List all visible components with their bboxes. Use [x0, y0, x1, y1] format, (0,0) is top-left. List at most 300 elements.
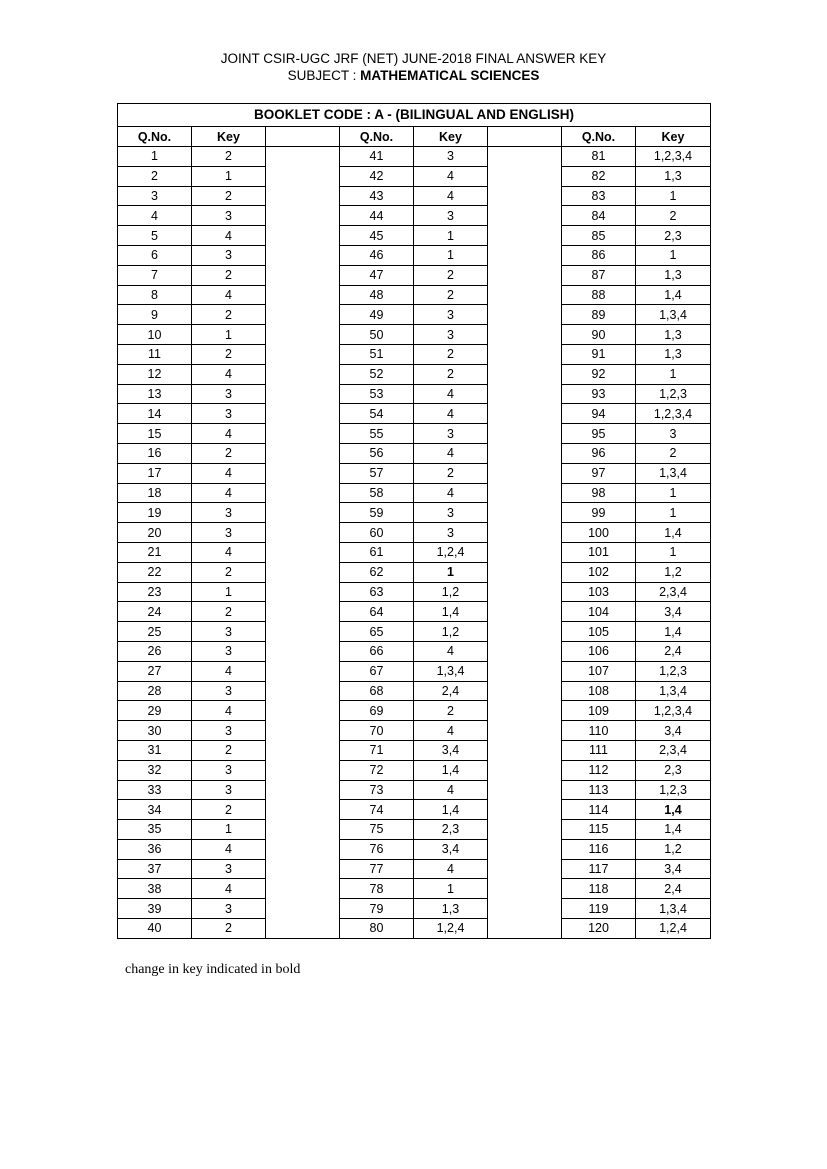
answer-key: 2 — [414, 364, 488, 384]
answer-key: 1,2,4 — [636, 919, 711, 939]
column-gap — [488, 206, 562, 226]
column-gap — [266, 424, 340, 444]
table-row — [118, 344, 711, 364]
column-gap — [266, 740, 340, 760]
answer-key: 3 — [192, 681, 266, 701]
answer-key: 2,3,4 — [636, 582, 711, 602]
answer-key: 2 — [192, 740, 266, 760]
answer-key: 4 — [414, 186, 488, 206]
question-number: 89 — [562, 305, 636, 325]
question-number: 101 — [562, 542, 636, 562]
question-number: 35 — [118, 820, 192, 840]
column-gap — [266, 344, 340, 364]
question-number: 74 — [340, 800, 414, 820]
question-number: 79 — [340, 899, 414, 919]
col-header-qno: Q.No. — [340, 127, 414, 147]
answer-key: 3 — [414, 424, 488, 444]
table-row — [118, 523, 711, 543]
table-row — [118, 661, 711, 681]
column-gap — [488, 681, 562, 701]
column-gap — [266, 760, 340, 780]
answer-key: 4 — [192, 226, 266, 246]
column-gap — [488, 463, 562, 483]
column-gap — [488, 127, 562, 147]
question-number: 107 — [562, 661, 636, 681]
question-number: 61 — [340, 542, 414, 562]
question-number: 47 — [340, 265, 414, 285]
answer-key: 4 — [192, 542, 266, 562]
booklet-code-title: BOOKLET CODE : A - (BILINGUAL AND ENGLISH) — [118, 104, 711, 127]
answer-key: 4 — [192, 463, 266, 483]
question-number: 33 — [118, 780, 192, 800]
column-gap — [488, 305, 562, 325]
table-row — [118, 760, 711, 780]
question-number: 16 — [118, 443, 192, 463]
answer-key: 4 — [192, 364, 266, 384]
answer-key: 2 — [192, 344, 266, 364]
question-number: 76 — [340, 839, 414, 859]
column-gap — [266, 721, 340, 741]
column-gap — [266, 443, 340, 463]
answer-key: 1,3,4 — [414, 661, 488, 681]
question-number: 95 — [562, 424, 636, 444]
question-number: 17 — [118, 463, 192, 483]
question-number: 39 — [118, 899, 192, 919]
question-number: 27 — [118, 661, 192, 681]
answer-key: 4 — [414, 384, 488, 404]
col-header-key: Key — [636, 127, 711, 147]
column-gap — [266, 127, 340, 147]
column-gap — [488, 503, 562, 523]
column-gap — [488, 820, 562, 840]
column-gap — [266, 503, 340, 523]
answer-key: 1,2,3 — [636, 780, 711, 800]
question-number: 97 — [562, 463, 636, 483]
column-gap — [266, 147, 340, 167]
table-row — [118, 463, 711, 483]
answer-key: 1 — [636, 364, 711, 384]
table-row — [118, 681, 711, 701]
question-number: 31 — [118, 740, 192, 760]
question-number: 48 — [340, 285, 414, 305]
answer-key: 3 — [414, 305, 488, 325]
answer-key: 1 — [636, 245, 711, 265]
page-header — [0, 50, 827, 84]
table-row — [118, 899, 711, 919]
column-gap — [266, 542, 340, 562]
answer-key: 4 — [192, 701, 266, 721]
question-number: 114 — [562, 800, 636, 820]
header-title: JOINT CSIR-UGC JRF (NET) JUNE-2018 FINAL ANSWER KEY — [220, 51, 607, 66]
table-row — [118, 325, 711, 345]
answer-key: 1,2 — [636, 562, 711, 582]
question-number: 73 — [340, 780, 414, 800]
table-row — [118, 641, 711, 661]
question-number: 78 — [340, 879, 414, 899]
answer-key: 4 — [192, 879, 266, 899]
answer-key: 3 — [192, 760, 266, 780]
column-gap — [488, 721, 562, 741]
column-gap — [488, 384, 562, 404]
column-gap — [488, 166, 562, 186]
answer-key: 4 — [192, 285, 266, 305]
answer-key: 2 — [192, 186, 266, 206]
answer-key: 2 — [192, 147, 266, 167]
answer-key: 4 — [414, 443, 488, 463]
answer-key: 2 — [192, 265, 266, 285]
column-gap — [488, 899, 562, 919]
question-number: 62 — [340, 562, 414, 582]
table-row — [118, 305, 711, 325]
column-gap — [488, 661, 562, 681]
column-gap — [488, 424, 562, 444]
table-row — [118, 780, 711, 800]
question-number: 4 — [118, 206, 192, 226]
col-header-key: Key — [192, 127, 266, 147]
question-number: 26 — [118, 641, 192, 661]
question-number: 43 — [340, 186, 414, 206]
table-row — [118, 602, 711, 622]
column-gap — [266, 820, 340, 840]
table-row — [118, 740, 711, 760]
answer-key: 3 — [192, 384, 266, 404]
column-gap — [266, 800, 340, 820]
column-gap — [488, 859, 562, 879]
question-number: 23 — [118, 582, 192, 602]
column-gap — [266, 285, 340, 305]
column-gap — [488, 582, 562, 602]
question-number: 32 — [118, 760, 192, 780]
answer-key: 1,2,3,4 — [636, 404, 711, 424]
column-gap — [266, 186, 340, 206]
answer-key: 1,4 — [636, 523, 711, 543]
answer-key: 1,2 — [414, 582, 488, 602]
answer-key: 2 — [414, 285, 488, 305]
answer-key: 1,2 — [636, 839, 711, 859]
column-gap — [488, 800, 562, 820]
question-number: 88 — [562, 285, 636, 305]
table-row — [118, 701, 711, 721]
column-gap — [266, 325, 340, 345]
answer-key: 1,3 — [636, 325, 711, 345]
column-gap — [266, 780, 340, 800]
answer-key: 1,2 — [414, 622, 488, 642]
answer-key: 2,3 — [414, 820, 488, 840]
answer-key: 1,4 — [636, 285, 711, 305]
question-number: 75 — [340, 820, 414, 840]
answer-key: 2 — [414, 265, 488, 285]
question-number: 30 — [118, 721, 192, 741]
answer-key: 1 — [414, 245, 488, 265]
question-number: 10 — [118, 325, 192, 345]
question-number: 53 — [340, 384, 414, 404]
question-number: 57 — [340, 463, 414, 483]
column-gap — [266, 562, 340, 582]
answer-key: 1,4 — [636, 800, 711, 820]
question-number: 5 — [118, 226, 192, 246]
question-number: 80 — [340, 919, 414, 939]
answer-key: 2,3 — [636, 760, 711, 780]
question-number: 55 — [340, 424, 414, 444]
column-gap — [266, 661, 340, 681]
answer-key: 2 — [414, 463, 488, 483]
question-number: 113 — [562, 780, 636, 800]
col-header-qno: Q.No. — [562, 127, 636, 147]
question-number: 102 — [562, 562, 636, 582]
question-number: 86 — [562, 245, 636, 265]
answer-key: 1 — [192, 325, 266, 345]
question-number: 9 — [118, 305, 192, 325]
answer-key: 1,3,4 — [636, 305, 711, 325]
answer-key: 1,4 — [636, 622, 711, 642]
question-number: 77 — [340, 859, 414, 879]
column-gap — [488, 147, 562, 167]
column-gap — [266, 206, 340, 226]
question-number: 28 — [118, 681, 192, 701]
column-gap — [266, 384, 340, 404]
question-number: 91 — [562, 344, 636, 364]
answer-key: 1 — [414, 879, 488, 899]
column-gap — [266, 701, 340, 721]
table-row — [118, 226, 711, 246]
question-number: 29 — [118, 701, 192, 721]
answer-key: 4 — [414, 780, 488, 800]
question-number: 85 — [562, 226, 636, 246]
answer-key: 3 — [192, 503, 266, 523]
question-number: 15 — [118, 424, 192, 444]
question-number: 104 — [562, 602, 636, 622]
answer-key: 3 — [192, 859, 266, 879]
question-number: 7 — [118, 265, 192, 285]
column-gap — [488, 919, 562, 939]
answer-key: 3 — [192, 245, 266, 265]
question-number: 105 — [562, 622, 636, 642]
question-number: 109 — [562, 701, 636, 721]
column-gap — [266, 919, 340, 939]
question-number: 84 — [562, 206, 636, 226]
answer-key: 2 — [192, 919, 266, 939]
question-number: 40 — [118, 919, 192, 939]
question-number: 100 — [562, 523, 636, 543]
answer-key: 1,4 — [414, 602, 488, 622]
answer-key: 1,4 — [414, 760, 488, 780]
answer-key: 3 — [192, 622, 266, 642]
answer-key: 2 — [636, 443, 711, 463]
table-row — [118, 265, 711, 285]
question-number: 106 — [562, 641, 636, 661]
question-number: 37 — [118, 859, 192, 879]
answer-key: 2 — [192, 562, 266, 582]
question-number: 38 — [118, 879, 192, 899]
question-number: 49 — [340, 305, 414, 325]
answer-key: 3 — [192, 641, 266, 661]
answer-key: 1 — [636, 503, 711, 523]
question-number: 14 — [118, 404, 192, 424]
column-gap — [488, 483, 562, 503]
table-row — [118, 622, 711, 642]
answer-key: 1 — [636, 186, 711, 206]
question-number: 2 — [118, 166, 192, 186]
question-number: 103 — [562, 582, 636, 602]
column-gap — [488, 226, 562, 246]
question-number: 8 — [118, 285, 192, 305]
answer-key: 4 — [414, 404, 488, 424]
table-row — [118, 364, 711, 384]
question-number: 46 — [340, 245, 414, 265]
table-row — [118, 721, 711, 741]
question-number: 120 — [562, 919, 636, 939]
question-number: 70 — [340, 721, 414, 741]
question-number: 6 — [118, 245, 192, 265]
table-row — [118, 166, 711, 186]
answer-key: 2 — [192, 800, 266, 820]
table-row — [118, 206, 711, 226]
answer-key: 1 — [192, 166, 266, 186]
question-number: 112 — [562, 760, 636, 780]
question-number: 65 — [340, 622, 414, 642]
answer-key: 1 — [192, 582, 266, 602]
column-gap — [266, 879, 340, 899]
question-number: 34 — [118, 800, 192, 820]
question-number: 45 — [340, 226, 414, 246]
answer-key: 1,2,3,4 — [636, 701, 711, 721]
answer-key: 4 — [414, 641, 488, 661]
column-gap — [266, 839, 340, 859]
table-row — [118, 186, 711, 206]
subject-label: SUBJECT : — [287, 68, 361, 83]
table-row — [118, 503, 711, 523]
question-number: 110 — [562, 721, 636, 741]
column-gap — [488, 186, 562, 206]
answer-key: 1,3,4 — [636, 899, 711, 919]
answer-key: 4 — [414, 859, 488, 879]
table-row — [118, 879, 711, 899]
question-number: 92 — [562, 364, 636, 384]
answer-key: 1,3 — [636, 344, 711, 364]
column-gap — [488, 285, 562, 305]
answer-key: 4 — [414, 721, 488, 741]
answer-key: 2,3 — [636, 226, 711, 246]
answer-key: 2 — [414, 701, 488, 721]
answer-key: 3 — [192, 721, 266, 741]
answer-key: 3 — [192, 206, 266, 226]
table-row — [118, 542, 711, 562]
question-number: 83 — [562, 186, 636, 206]
answer-key: 1,2,4 — [414, 919, 488, 939]
answer-key: 3,4 — [636, 859, 711, 879]
answer-key: 1 — [414, 562, 488, 582]
answer-key: 1,4 — [636, 820, 711, 840]
column-gap — [488, 602, 562, 622]
question-number: 21 — [118, 542, 192, 562]
answer-key: 2 — [192, 443, 266, 463]
column-gap — [266, 681, 340, 701]
table-row — [118, 384, 711, 404]
column-gap — [488, 622, 562, 642]
column-gap — [266, 226, 340, 246]
answer-key: 1,4 — [414, 800, 488, 820]
column-gap — [488, 245, 562, 265]
table-row — [118, 582, 711, 602]
table-row — [118, 839, 711, 859]
question-number: 87 — [562, 265, 636, 285]
column-gap — [488, 780, 562, 800]
answer-key: 1,3,4 — [636, 681, 711, 701]
table-row — [118, 919, 711, 939]
answer-key: 1,3,4 — [636, 463, 711, 483]
answer-key: 1 — [636, 542, 711, 562]
answer-key: 1,3 — [636, 265, 711, 285]
answer-key: 1,2,3 — [636, 384, 711, 404]
header-subject — [0, 67, 827, 84]
column-gap — [266, 859, 340, 879]
answer-key: 3,4 — [636, 721, 711, 741]
question-number: 50 — [340, 325, 414, 345]
question-number: 18 — [118, 483, 192, 503]
table-row — [118, 285, 711, 305]
answer-key: 1 — [192, 820, 266, 840]
question-number: 108 — [562, 681, 636, 701]
answer-key-table — [117, 103, 711, 939]
column-gap — [488, 760, 562, 780]
question-number: 44 — [340, 206, 414, 226]
answer-key: 4 — [414, 166, 488, 186]
column-gap — [266, 245, 340, 265]
column-gap — [266, 523, 340, 543]
question-number: 82 — [562, 166, 636, 186]
answer-key: 3 — [414, 206, 488, 226]
question-number: 3 — [118, 186, 192, 206]
table-row — [118, 424, 711, 444]
answer-key: 3,4 — [414, 839, 488, 859]
answer-key: 4 — [414, 483, 488, 503]
question-number: 58 — [340, 483, 414, 503]
column-gap — [266, 404, 340, 424]
question-number: 68 — [340, 681, 414, 701]
question-number: 63 — [340, 582, 414, 602]
question-number: 59 — [340, 503, 414, 523]
column-gap — [266, 899, 340, 919]
question-number: 13 — [118, 384, 192, 404]
column-gap — [488, 701, 562, 721]
answer-key: 1,2,4 — [414, 542, 488, 562]
table-row — [118, 820, 711, 840]
footnote: change in key indicated in bold — [125, 962, 301, 977]
subject-value: MATHEMATICAL SCIENCES — [360, 68, 540, 83]
column-gap — [488, 265, 562, 285]
question-number: 22 — [118, 562, 192, 582]
answer-key: 2 — [192, 305, 266, 325]
answer-key: 3 — [192, 899, 266, 919]
column-gap — [488, 542, 562, 562]
question-number: 99 — [562, 503, 636, 523]
question-number: 24 — [118, 602, 192, 622]
answer-key: 1,2,3 — [636, 661, 711, 681]
question-number: 90 — [562, 325, 636, 345]
answer-key: 3 — [192, 523, 266, 543]
table-row — [118, 562, 711, 582]
answer-key: 2,4 — [414, 681, 488, 701]
column-gap — [266, 582, 340, 602]
question-number: 19 — [118, 503, 192, 523]
column-gap — [266, 364, 340, 384]
question-number: 36 — [118, 839, 192, 859]
answer-key: 4 — [192, 424, 266, 444]
question-number: 111 — [562, 740, 636, 760]
answer-key: 2 — [636, 206, 711, 226]
table-row — [118, 245, 711, 265]
question-number: 98 — [562, 483, 636, 503]
